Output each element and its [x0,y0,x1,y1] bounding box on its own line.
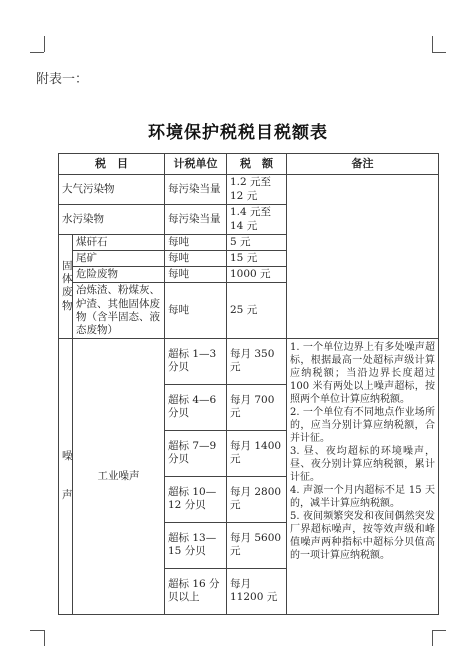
noise-notes: 1. 一个单位边界上有多处噪声超标，根据最高一处超标声级计算应纳税额；当沿边界长度超过 100 米有两处以上噪声超标，按照两个单位计算应纳税额。 2. 一个单位有不同地点作业场所的，应当分别计算应纳税额，合并计征。 3. 昼、夜均超标的环境噪声，昼、夜分别计算应纳税额，累计计征。 4. 声源一个月内超标不足 15 天的，减半计算应纳税额。 5. 夜间频繁突发和夜间偶然突发厂界超标噪声，按等效声级和峰值噪声两种指标中超标分贝值高的一项计算应纳税额。 [287,338,439,614]
annex-label: 附表一： [36,72,89,87]
header-amount: 税 额 [227,154,287,175]
header-unit: 计税单位 [165,154,227,175]
category-char: 物 [62,299,73,312]
category-char: 噪 [62,450,73,463]
amount-cell: 1000 元 [227,267,287,283]
unit-cell: 每污染当量 [165,175,227,205]
tax-rate-table [58,153,439,615]
amount-cell: 15 元 [227,251,287,267]
category-char: 废 [62,286,73,299]
amount-cell: 每月 350 元 [227,338,287,384]
crop-mark-br-v [432,630,433,646]
category-noise [59,338,73,614]
item-cell: 水污染物 [59,205,165,235]
amount-cell: 每月 5600 元 [227,522,287,568]
item-cell: 冶炼渣、粉煤灰、炉渣、其他固体废物（含半固态、液态废物） [73,283,165,339]
amount-cell: 25 元 [227,283,287,339]
item-cell: 大气污染物 [59,175,165,205]
unit-cell: 每吨 [165,267,227,283]
level-cell: 超标 4—6 分贝 [165,384,227,430]
category-char: 固 [62,260,73,273]
unit-cell: 每吨 [165,251,227,267]
level-cell: 超标 7—9 分贝 [165,430,227,476]
amount-cell: 5 元 [227,235,287,251]
header-item: 税 目 [59,154,165,175]
document-title: 环境保护税税目税额表 [148,123,328,143]
category-char: 声 [62,489,73,502]
unit-cell: 每污染当量 [165,205,227,235]
level-cell: 超标 16 分贝以上 [165,568,227,614]
notes-cell-empty [287,175,439,339]
level-cell: 超标 10—12 分贝 [165,476,227,522]
amount-cell: 1.2 元至12 元 [227,175,287,205]
table-row [59,175,439,205]
crop-mark-tr-v [432,36,433,52]
crop-mark-br-h [432,630,446,631]
crop-mark-tr-h [432,52,446,53]
amount-cell: 每月 11200 元 [227,568,287,614]
amount-cell: 每月 700 元 [227,384,287,430]
crop-mark-tl-v [44,36,45,52]
subcategory-industrial-noise: 工业噪声 [73,338,165,614]
level-cell: 超标 1—3 分贝 [165,338,227,384]
item-cell: 危险废物 [73,267,165,283]
amount-cell: 每月 1400 元 [227,430,287,476]
unit-cell: 每吨 [165,283,227,339]
item-cell: 尾矿 [73,251,165,267]
amount-cell: 1.4 元至14 元 [227,205,287,235]
unit-cell: 每吨 [165,235,227,251]
level-cell: 超标 13—15 分贝 [165,522,227,568]
category-solid-waste [59,235,73,339]
crop-mark-bl-v [44,630,45,646]
table-header-row [59,154,439,175]
header-notes: 备注 [287,154,439,175]
item-cell: 煤矸石 [73,235,165,251]
crop-mark-bl-h [30,630,44,631]
table-row [59,338,439,384]
category-char: 体 [62,273,73,286]
crop-mark-tl-h [30,52,44,53]
amount-cell: 每月 2800 元 [227,476,287,522]
